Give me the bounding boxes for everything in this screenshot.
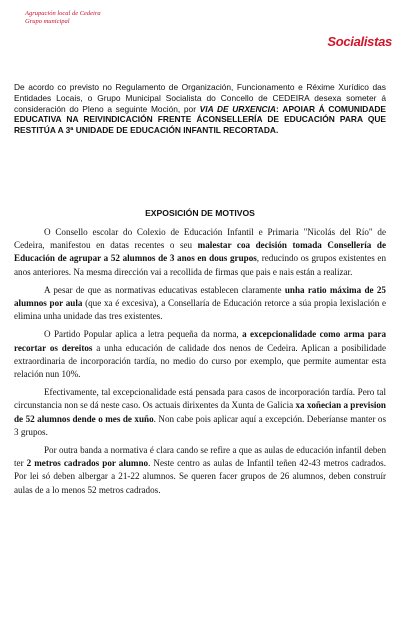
p2-rest: (que xa é excesiva), a Consellaría de Educación retorce a súa propia lexislación e elimina unha unidade das tres existentes. (14, 298, 386, 322)
p5-bold: 2 metros cadrados por alumno (26, 458, 149, 469)
organization-header (25, 10, 101, 26)
section-heading: EXPOSICIÓN DE MOTIVOS (145, 208, 255, 218)
intro-colon: : (275, 103, 279, 114)
p3-text: O Partido Popular aplica a letra pequeña da norma, (44, 329, 243, 340)
p3-rest: a unha educación de calidade dos nenos de Cedeira. Aplican a posibilidade extraordinaria de incorporación tardía, no medio do curso por exemplo, que permite aumentar esta relación nun 10%. (14, 342, 387, 380)
p1-rest: , reducindo os grupos existentes en anos anteriores. Na mesma dirección vai a recollida de firmas que pais e nais están a realizar. (14, 253, 386, 277)
motives-body (14, 226, 386, 502)
paragraph (14, 284, 386, 324)
p4-text: Efectivamente, tal excepcionalidade está pensada para casos de incorporación tardía. Pero tal circunstancia non se dá neste caso. Os actuais dirixentes da Xunta de Galicia (14, 387, 386, 411)
p4-rest: . Non cabe pois aplicar aquí a excepción. Deberíanse manter os 3 grupos. (14, 413, 387, 437)
paragraph (14, 328, 386, 381)
org-subtitle: Grupo municipal (25, 18, 70, 25)
p1-bold: malestar coa decisión tomada Consellería de Educación de agrupar a 52 alumnos de 3 anos en dous grupos (14, 240, 386, 264)
p5-text: Por outra banda a normativa é clara cando se refire a que as aulas de educación infantil deben ter (14, 445, 386, 469)
paragraph (14, 386, 386, 439)
p4-bold: xa xoñecian a prevision de 52 alumnos dende o mes de xuño (14, 400, 386, 424)
p2-text: A pesar de que as normativas educativas establecen claramente (44, 284, 285, 295)
motion-title: APOIAR Á COMUNIDADE EDUCATIVA NA REIVINDICACIÓN FRENTE ÁCONSELLERÍA DE EDUCACIÓN PARA QUE RESTITÚA A 3ª UNIDADE DE EDUCACIÓN INFANTIL RECORTADA. (14, 103, 387, 136)
motion-intro (14, 82, 386, 136)
urgency-label: VIA DE URXENCIA (199, 103, 276, 114)
paragraph (14, 444, 386, 497)
org-name: Agrupación local de Cedeira (25, 10, 101, 17)
paragraph (14, 226, 386, 279)
p3-bold: a excepcionalidade como arma para recortar os dereitos (14, 329, 387, 353)
party-logo: Socialistas (327, 34, 392, 49)
intro-text: De acordo co previsto no Regulamento de Organización, Funcionamento e Réxime Xurídico das Entidades Locais, o Grupo Municipal Socialista do Concello de CEDEIRA desexa someter á consideración do Pleno a seguinte Moción, por (14, 82, 386, 114)
p2-bold: unha ratio máxima de 25 alumnos por aula (14, 284, 386, 309)
p1-text: O Consello escolar do Colexio de Educación Infantil e Primaria "Nicolás del Río" de Cedeira, manifestou en datas recentes o seu (14, 227, 386, 251)
p5-rest: . Neste centro as aulas de Infantil teñen 42-43 metros cadrados. Por lei só deben albergar a 21-22 alumnos. Se queren facer grupos de 26 alumnos, deben construír aulas de a lo menos 52 metros cadrados. (14, 458, 386, 495)
